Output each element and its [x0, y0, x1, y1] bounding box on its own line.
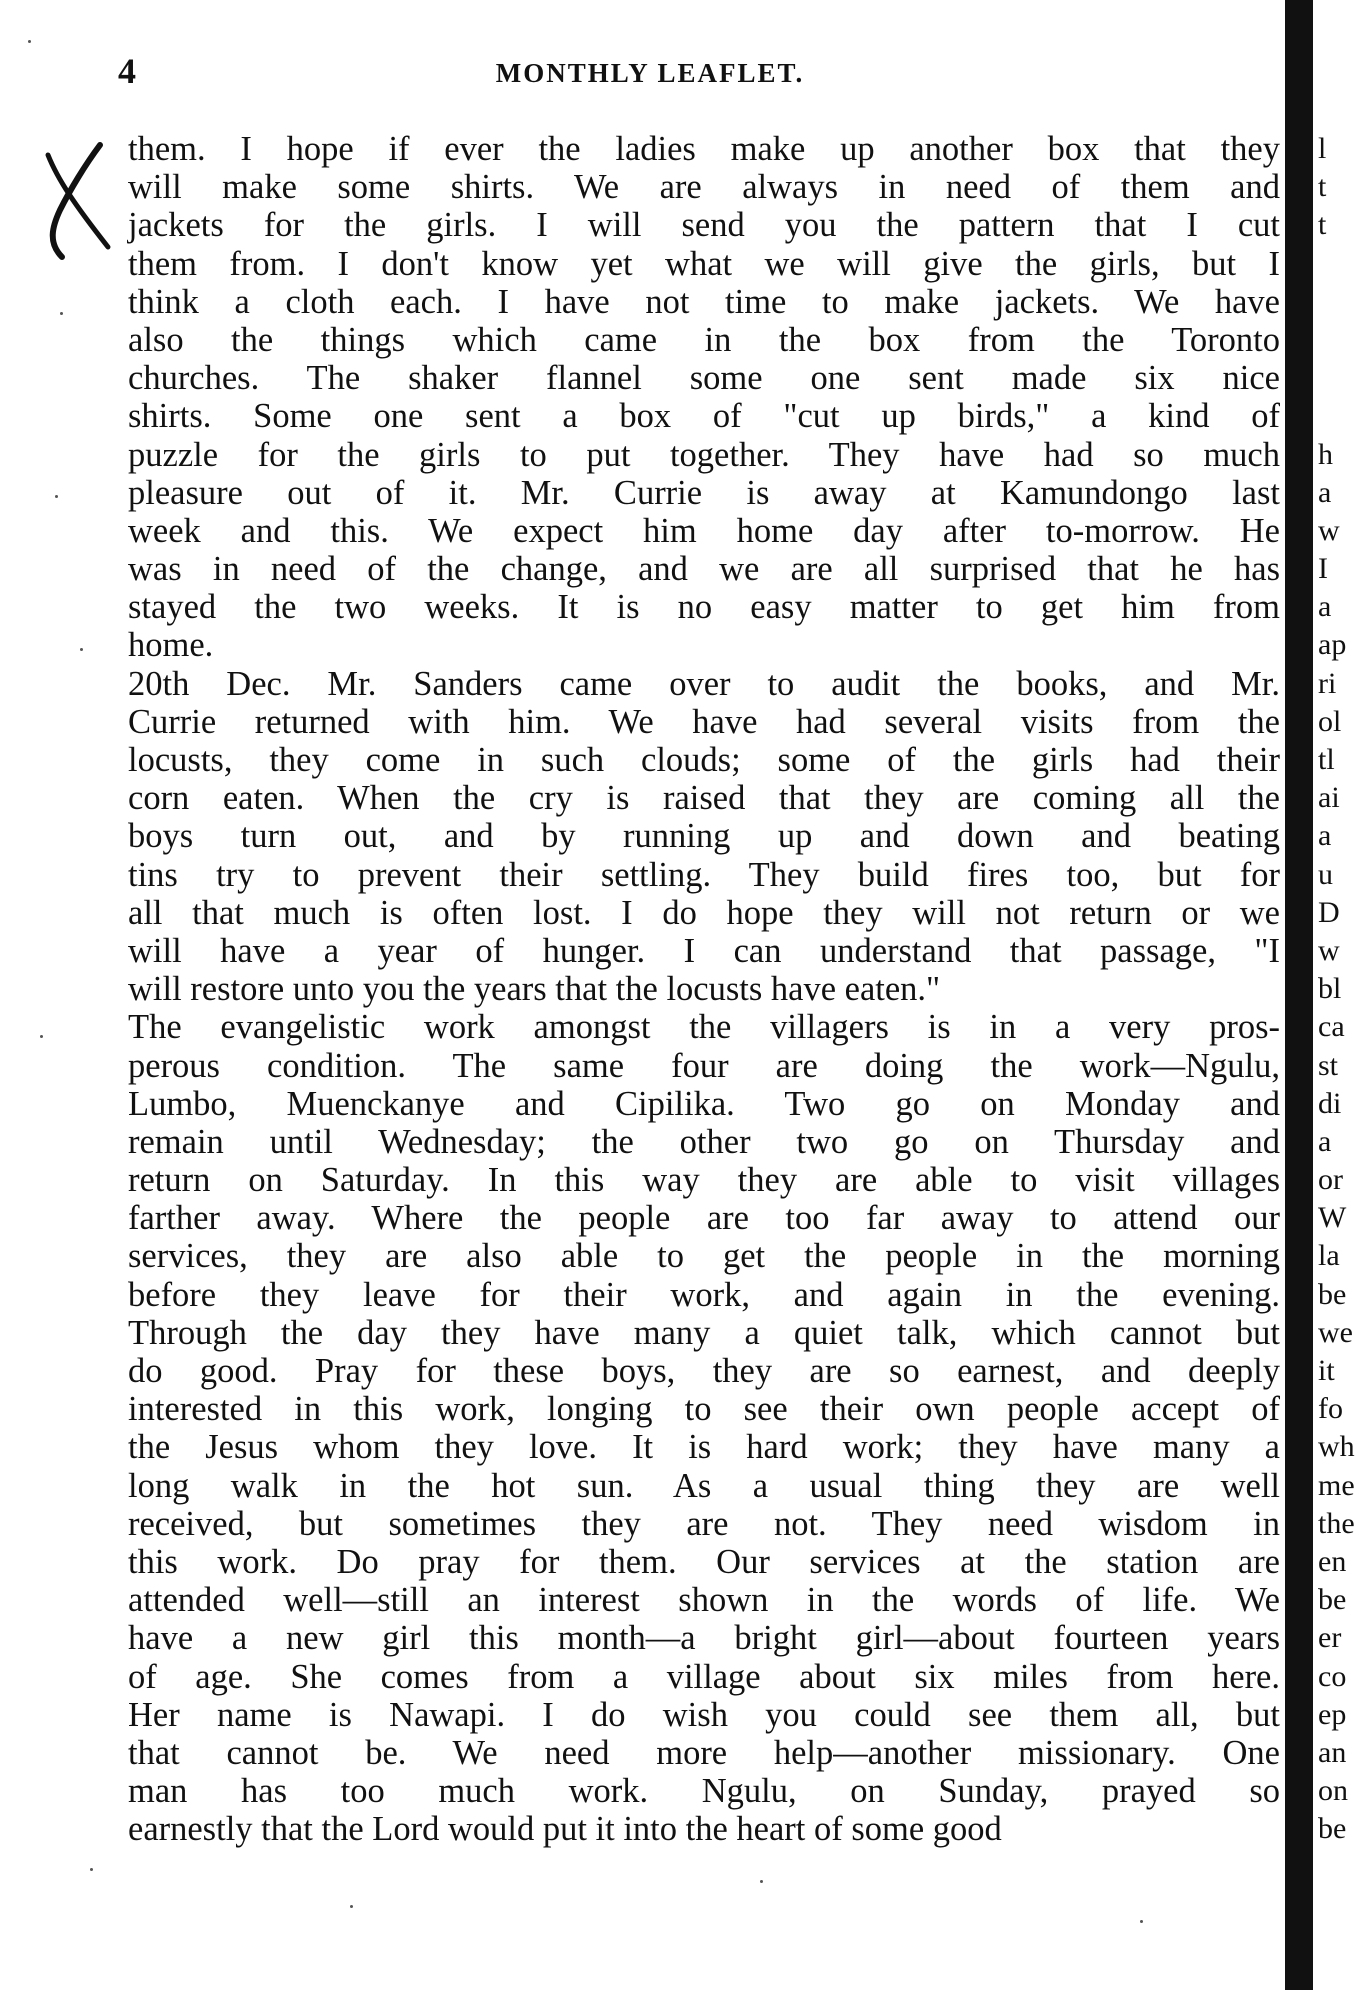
adjacent-page-fragments: [1318, 130, 1359, 1848]
edge-fragment: be: [1318, 1812, 1347, 1846]
edge-fragment: st: [1318, 1048, 1339, 1082]
text-line: farther away. Where the people are too far away to attend our: [128, 1199, 1280, 1238]
article-body: [128, 130, 1280, 1848]
text-line: tins try to prevent their settling. They build fires too, but for: [128, 855, 1280, 894]
text-line: jackets for the girls. I will send you the pattern that I cut: [128, 206, 1280, 245]
edge-fragment: an: [1318, 1735, 1347, 1769]
text-line: do good. Pray for these boys, they are so earnest, and deeply: [128, 1352, 1280, 1390]
handwritten-x-mark: [30, 135, 115, 265]
text-line: will restore unto you the years that the locusts have eaten.": [128, 970, 941, 1009]
text-line: remain until Wednesday; the other two go on Thursday and: [128, 1122, 1280, 1161]
text-line: boys turn out, and by running up and down and beating: [128, 817, 1280, 856]
text-line: that cannot be. We need more help—another missionary. One: [128, 1733, 1280, 1772]
edge-fragment: a: [1318, 819, 1332, 853]
edge-fragment: the: [1318, 1506, 1355, 1540]
edge-fragment: w: [1318, 513, 1340, 547]
edge-fragment: ca: [1318, 1010, 1345, 1044]
edge-fragment: we: [1318, 1315, 1353, 1349]
text-line: all that much is often lost. I do hope they will not return or we: [128, 893, 1280, 932]
text-line: attended well—still an interest shown in the words of life. We: [128, 1581, 1280, 1620]
edge-fragment: er: [1318, 1621, 1342, 1655]
text-line: Currie returned with him. We have had several visits from the: [128, 702, 1280, 741]
text-line: The evangelistic work amongst the villagers is in a very pros-: [128, 1008, 1280, 1047]
edge-fragment: ap: [1318, 628, 1347, 662]
edge-fragment: t: [1318, 170, 1327, 204]
edge-fragment: be: [1318, 1277, 1347, 1311]
edge-fragment: di: [1318, 1086, 1342, 1120]
binding-shadow: [1285, 0, 1313, 1990]
text-line: long walk in the hot sun. As a usual thing they are well: [128, 1466, 1280, 1505]
text-line: shirts. Some one sent a box of "cut up birds," a kind of: [128, 397, 1280, 436]
edge-fragment: ai: [1318, 781, 1340, 815]
text-line: received, but sometimes they are not. They need wisdom in: [128, 1504, 1280, 1543]
text-line: puzzle for the girls to put together. They have had so much: [128, 435, 1280, 474]
edge-fragment: it: [1318, 1354, 1335, 1387]
text-line: corn eaten. When the cry is raised that they are coming all the: [128, 779, 1280, 818]
edge-fragment: l: [1318, 132, 1327, 165]
text-line: return on Saturday. In this way they are able to visit villages: [128, 1161, 1280, 1200]
edge-fragment: ep: [1318, 1697, 1347, 1731]
edge-fragment: [1318, 359, 1359, 397]
edge-fragment: ol: [1318, 704, 1342, 738]
scan-speck: [55, 495, 58, 498]
edge-fragment: [1318, 321, 1359, 359]
text-line: interested in this work, longing to see their own people accept of: [128, 1390, 1280, 1429]
edge-fragment: [1318, 397, 1359, 435]
scan-speck: [28, 40, 31, 43]
edge-fragment: w: [1318, 933, 1340, 967]
edge-fragment: ri: [1318, 666, 1337, 700]
text-line: them. I hope if ever the ladies make up another box that they: [128, 130, 1280, 168]
scan-speck: [1140, 1920, 1143, 1923]
edge-fragment: h: [1318, 437, 1333, 471]
edge-fragment: fo: [1318, 1392, 1343, 1426]
edge-fragment: la: [1318, 1239, 1340, 1273]
text-line: pleasure out of it. Mr. Currie is away at Kamundongo last: [128, 473, 1280, 512]
text-line: services, they are also able to get the people in the morning: [128, 1237, 1280, 1276]
text-line: earnestly that the Lord would put it into the heart of some good: [128, 1810, 1002, 1849]
text-line: also the things which came in the box from the Toronto: [128, 320, 1280, 359]
edge-fragment: a: [1318, 590, 1332, 624]
text-line: churches. The shaker flannel some one sent made six nice: [128, 359, 1280, 398]
text-line: home.: [128, 626, 214, 665]
text-line: Lumbo, Muenckanye and Cipilika. Two go on Monday and: [128, 1084, 1280, 1123]
text-line: perous condition. The same four are doing the work—Ngulu,: [128, 1046, 1280, 1085]
text-line: was in need of the change, and we are all surprised that he has: [128, 550, 1280, 589]
scan-speck: [60, 312, 63, 315]
edge-fragment: wh: [1318, 1430, 1355, 1464]
edge-fragment: bl: [1318, 972, 1342, 1006]
scan-speck: [80, 648, 83, 651]
text-line: before they leave for their work, and again in the evening.: [128, 1275, 1280, 1314]
scan-speck: [90, 1868, 93, 1871]
edge-fragment: on: [1318, 1774, 1348, 1808]
text-line: week and this. We expect him home day after to-morrow. He: [128, 511, 1280, 550]
text-line: have a new girl this month—a bright girl—about fourteen years: [128, 1619, 1280, 1658]
text-line: man has too much work. Ngulu, on Sunday, prayed so: [128, 1772, 1280, 1811]
text-line: will have a year of hunger. I can understand that passage, "I: [128, 931, 1280, 970]
text-line: Her name is Nawapi. I do wish you could see them all, but: [128, 1695, 1280, 1734]
edge-fragment: me: [1318, 1468, 1355, 1502]
edge-fragment: a: [1318, 1124, 1332, 1158]
edge-fragment: be: [1318, 1583, 1347, 1617]
text-line: think a cloth each. I have not time to make jackets. We have: [128, 282, 1280, 321]
text-line: 20th Dec. Mr. Sanders came over to audit the books, and Mr.: [128, 664, 1280, 703]
edge-fragment: D: [1318, 895, 1340, 929]
text-line: of age. She comes from a village about six miles from here.: [128, 1657, 1280, 1696]
scan-speck: [350, 1905, 353, 1908]
text-line: will make some shirts. We are always in need of them and: [128, 168, 1280, 207]
edge-fragment: I: [1318, 552, 1328, 586]
edge-fragment: W: [1318, 1201, 1347, 1235]
text-line: the Jesus whom they love. It is hard work; they have many a: [128, 1428, 1280, 1467]
text-line: locusts, they come in such clouds; some of the girls had their: [128, 741, 1280, 779]
text-line: Through the day they have many a quiet talk, which cannot but: [128, 1313, 1280, 1352]
edge-fragment: [1318, 283, 1359, 321]
edge-fragment: tl: [1318, 743, 1335, 776]
edge-fragment: u: [1318, 857, 1333, 891]
scan-speck: [40, 1035, 43, 1038]
text-line: them from. I don't know yet what we will give the girls, but I: [128, 244, 1280, 283]
edge-fragment: [1318, 245, 1359, 283]
edge-fragment: en: [1318, 1544, 1347, 1578]
running-title: MONTHLY LEAFLET.: [495, 58, 805, 88]
edge-fragment: or: [1318, 1163, 1343, 1197]
edge-fragment: co: [1318, 1659, 1347, 1693]
text-line: stayed the two weeks. It is no easy matter to get him from: [128, 588, 1280, 627]
scan-speck: [760, 1880, 763, 1883]
edge-fragment: a: [1318, 475, 1332, 509]
edge-fragment: t: [1318, 208, 1327, 242]
text-line: this work. Do pray for them. Our services at the station are: [128, 1542, 1280, 1581]
page-number: 4: [118, 51, 136, 91]
